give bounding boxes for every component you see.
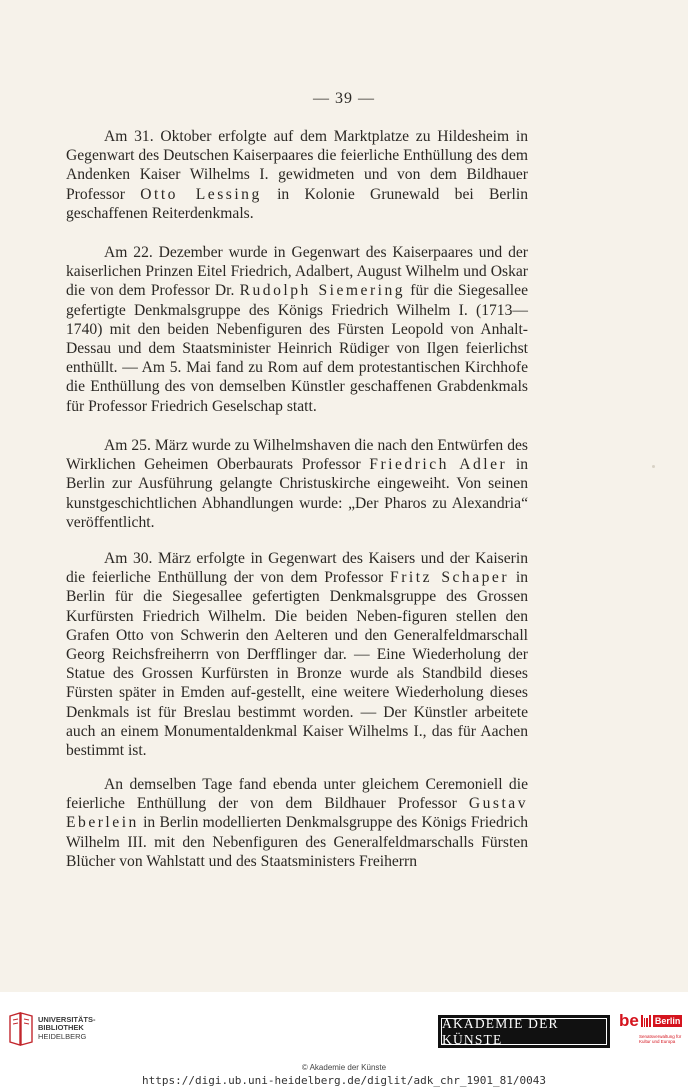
paragraph-text: An demselben Tage fand ebenda unter gleichem Ceremoniell die feierliche Enthüllung der von dem Bildhauer Professor <box>66 776 528 813</box>
paragraph-text: in Berlin modellierten Denkmalsgruppe des Königs Friedrich Wilhelm III. mit den Nebenfiguren des Generalfeldmarschalls Fürsten Blücher von Wahlstatt und des Staatsministers Freiherrn <box>66 814 528 870</box>
ub-line-3: HEIDELBERG <box>38 1031 87 1041</box>
paragraph-text: Am 25. März wurde zu Wilhelmshaven die nach den Entwürfen des Wirklichen Geheimen Oberbaurats Professor <box>66 437 528 474</box>
berlin-tag: Berlin <box>654 1016 681 1026</box>
paragraph-text: für die Siegesallee gefertigte Denkmalsgruppe des Königs Friedrich Wilhelm I. (1713—1740) mit den beiden Nebenfiguren des Fürsten Leopold von Anhalt-Dessau und dem Staatsminister Heinrich Rüdiger von Ilgen feierlichst enthüllt. — Am 5. Mai fand zu Rom auf dem protestantischen Kirchhofe die Enthüllung des von demselben Künstler geschaffenen Grabdenkmals für Professor Friedrich Geselschap statt. <box>66 282 528 415</box>
berlin-mark <box>619 1012 682 1030</box>
ub-line-1: UNIVERSITÄTS- <box>38 1015 96 1024</box>
emphasized-name: Otto Lessing <box>140 185 262 203</box>
paper-speck <box>652 465 655 468</box>
paragraph-3 <box>66 436 528 532</box>
copyright-notice: © Akademie der Künste <box>301 1063 387 1072</box>
be-letters: be <box>619 1011 639 1030</box>
paragraph-text: Am 31. Oktober erfolgte auf dem Marktplatze zu Hildesheim in Gegenwart des Deutschen Kaiserpaares die feierliche Enthüllung des dem Andenken Kaiser Wilhelms I. gewidmeten und von dem Bildhauer Professor <box>66 128 528 203</box>
paragraph-text: in Berlin zur Ausführung gelangte Christuskirche eingeweiht. Von seinen kunstgeschichtlichen Abhandlungen wurde: „Der Pharos zu Alexandria“ veröffentlicht. <box>66 456 529 531</box>
ub-heidelberg-logo-icon <box>8 1012 34 1046</box>
paragraph-4 <box>66 549 528 760</box>
paragraph-text: in Kolonie Grunewald bei Berlin geschaffenen Reiterdenkmals. <box>66 185 528 222</box>
ub-heidelberg-logo[interactable] <box>8 1012 98 1046</box>
page-number: — 39 — <box>313 90 375 107</box>
paragraph-text: Am 30. März erfolgte in Gegenwart des Kaisers und der Kaiserin die feierliche Enthüllung der von dem Professor <box>66 550 528 587</box>
ub-heidelberg-wordmark <box>38 1016 96 1041</box>
emphasized-name: Rudolph Siemering <box>239 282 406 300</box>
emphasized-name: Friedrich Adler <box>369 456 508 474</box>
paragraph-2 <box>66 243 528 416</box>
permalink-url[interactable]: https://digi.ub.uni-heidelberg.de/diglit/adk_chr_1901_81/0043 <box>142 1074 546 1087</box>
paragraph-text: Am 22. Dezember wurde in Gegenwart des Kaiserpaares und der kaiserlichen Prinzen Eitel Friedrich, Adalbert, August Wilhelm und Oskar die von dem Professor Dr. <box>66 244 528 300</box>
paragraph-5 <box>66 775 528 871</box>
berlin-senate-logo[interactable] <box>619 1012 681 1052</box>
paragraph-text: in Berlin für die Siegesallee gefertigten Denkmalsgruppe des Grossen Kurfürsten Friedrich Wilhelm. Die beiden Neben-figuren stellen den Grafen Otto von Schwerin den Aelteren und den Generalfeldmarschall Georg Reichsfreiherrn von Derfflinger dar. — Eine Wiederholung der Statue des Grossen Kurfürsten in Bronze wurde als Standbild dieses Fürsten später in Emden auf-gestellt, eine weitere Wiederholung dieses Denkmals ist für Breslau bestimmt worden. — Der Künstler arbeitete auch an einem Monumentaldenkmal Kaiser Wilhelms I., das für Aachen bestimmt ist. <box>66 569 529 760</box>
akademie-der-kuenste-logo[interactable] <box>438 1015 610 1048</box>
emphasized-name: Fritz Schaper <box>390 569 510 587</box>
paragraph-1 <box>66 127 528 223</box>
ub-line-2: BIBLIOTHEK <box>38 1023 84 1033</box>
brandenburg-gate-icon <box>641 1015 651 1027</box>
berlin-subtitle: Senatsverwaltung für Kultur und Europa <box>639 1034 682 1045</box>
emphasized-name: Gustav Eberlein <box>66 795 528 832</box>
akademie-label: AKADEMIE DER KÜNSTE <box>441 1018 607 1045</box>
